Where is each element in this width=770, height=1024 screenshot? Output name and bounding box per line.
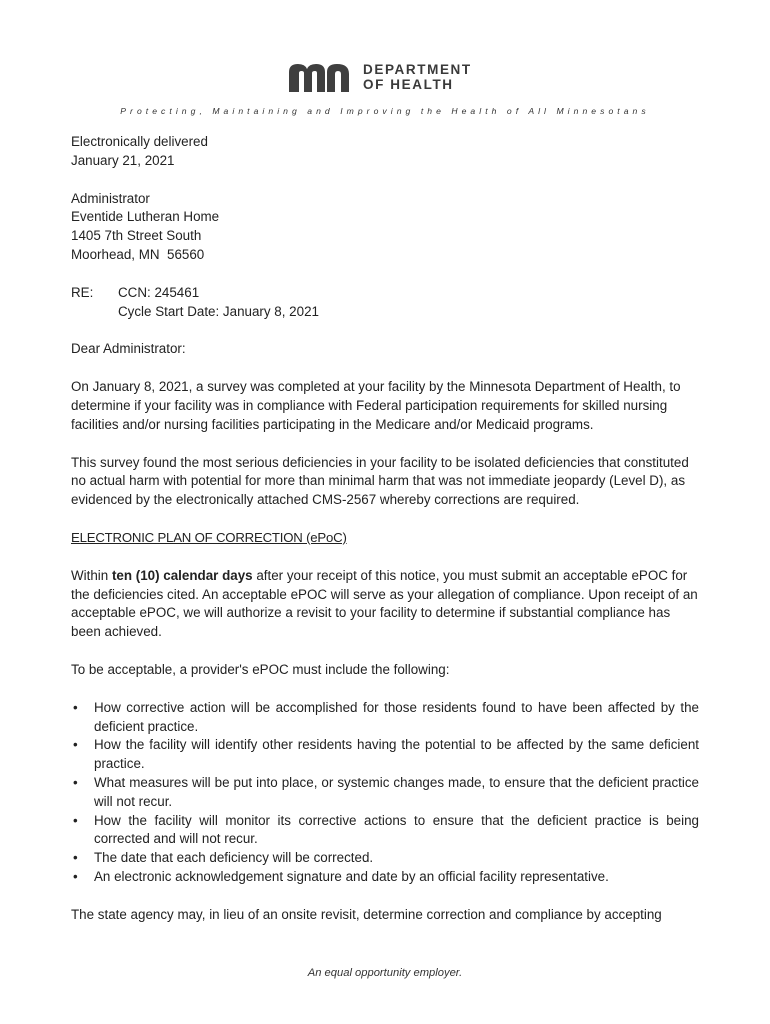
deadline-emphasis: ten (10) calendar days [111,567,253,583]
list-item: • What measures will be put into place, or systemic changes made, to ensure that the deficient practice will not recur. [71,774,699,812]
mdh-logo [289,62,472,92]
logo-line-1: DEPARTMENT [363,62,472,77]
paragraph-epoc [71,567,699,642]
list-item: • The date that each deficiency will be corrected. [71,849,699,868]
letter-date: January 21, 2021 [71,152,175,168]
list-item: • How the facility will monitor its corrective actions to ensure that the deficient practice is being corrected and will not recur. [71,812,699,850]
recipient-city: Moorhead, MN 56560 [71,246,205,262]
list-item: • An electronic acknowledgement signature and date by an official facility representative. [71,868,699,887]
re-label: RE: [71,284,94,300]
salutation: Dear Administrator: [71,341,186,357]
paragraph-deficiencies: This survey found the most serious deficiencies in your facility to be isolated deficiencies that constituted no actual harm with potential for more than minimal harm that was not immediate jeopardy (Level D), as evidenced by the electronically attached CMS-2567 whereby corrections are required. [71,454,689,508]
letter-body [71,133,699,925]
list-item: • How the facility will identify other residents having the potential to be affected by the same deficient practice. [71,736,699,774]
paragraph-state-agency: The state agency may, in lieu of an onsite revisit, determine correction and compliance by accepting [71,906,662,922]
paragraph-epoc-prefix: Within [71,567,112,583]
mn-logo-icon [289,62,355,92]
re-cycle-date: Cycle Start Date: January 8, 2021 [118,303,319,319]
tagline: Protecting, Maintaining and Improving the Health of All Minnesotans [120,106,650,116]
recipient-address [71,190,699,265]
section-heading: ELECTRONIC PLAN OF CORRECTION (ePoC) [71,529,347,545]
logo-line-2: OF HEALTH [363,77,454,92]
re-block [71,284,699,322]
requirements-list [71,699,699,887]
recipient-street: 1405 7th Street South [71,228,202,244]
logo-text [363,62,472,92]
delivery-method: Electronically delivered [71,134,208,149]
footer-text: An equal opportunity employer. [307,967,463,979]
re-ccn: CCN: 245461 [118,284,200,300]
recipient-title: Administrator [71,190,150,206]
list-item: • How corrective action will be accomplished for those residents found to have been affected by the deficient practice. [71,699,699,737]
paragraph-epoc-rest: after your receipt of this notice, you must submit an acceptable ePOC for the deficiencies cited. An acceptable ePOC will serve as your allegation of compliance. Upon receipt of an acceptable ePOC, we will authorize a revisit to your facility to determine if substantial compliance has been achieved. [71,567,698,640]
paragraph-survey: On January 8, 2021, a survey was completed at your facility by the Minnesota Department of Health, to determine if your facility was in compliance with Federal participation requirements for skilled nursing facilities and/or nursing facilities participating in the Medicare and/or Medicaid programs. [71,379,681,432]
paragraph-requirements: To be acceptable, a provider's ePOC must include the following: [71,661,450,677]
recipient-facility: Eventide Lutheran Home [71,209,220,225]
